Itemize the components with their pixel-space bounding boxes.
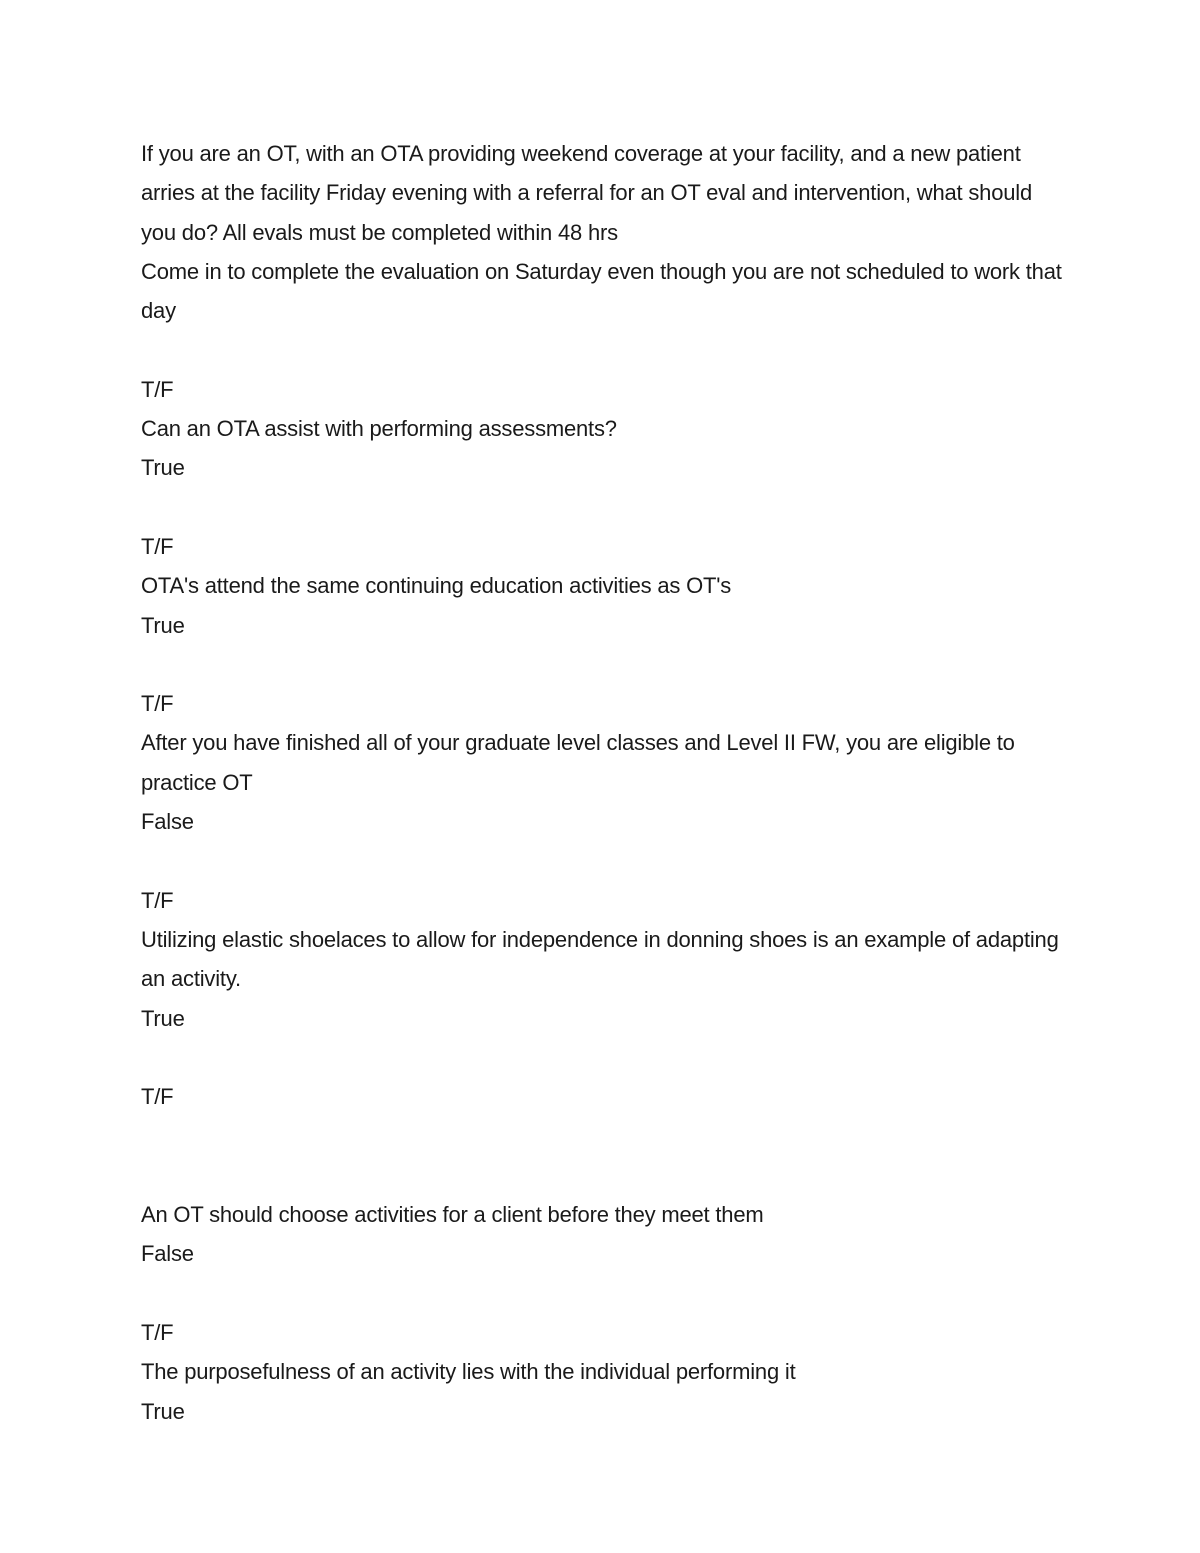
spacer: [141, 841, 1071, 880]
card-question: Utilizing elastic shoelaces to allow for independence in donning shoes is an example of adapting an activity.: [141, 926, 1059, 992]
card-answer: True: [141, 455, 185, 481]
flashcard: [141, 370, 1071, 488]
spacer: [141, 1274, 1071, 1313]
card-answer: False: [141, 809, 194, 835]
card-answer: True: [141, 1005, 185, 1031]
card-type-label: T/F: [141, 887, 174, 913]
card-type-label: T/F: [141, 376, 174, 402]
flashcard: [141, 684, 1071, 841]
intro-question: If you are an OT, with an OTA providing weekend coverage at your facility, and a new patient arries at the facility Friday evening with a referral for an OT eval and intervention, what should you do? All evals must be completed within 48 hrs: [141, 141, 1033, 245]
spacer: [141, 1116, 1071, 1195]
flashcard: [141, 1077, 1071, 1273]
card-question: OTA's attend the same continuing education activities as OT's: [141, 573, 732, 599]
intro-answer: Come in to complete the evaluation on Saturday even though you are not scheduled to work that day: [141, 258, 1062, 324]
card-answer: False: [141, 1241, 194, 1267]
card-type-label: T/F: [141, 533, 174, 559]
card-question: After you have finished all of your graduate level classes and Level II FW, you are eligible to practice OT: [141, 730, 1015, 795]
card-type-label: T/F: [141, 1319, 174, 1345]
document-content: [141, 134, 1071, 1431]
card-question: The purposefulness of an activity lies with the individual performing it: [141, 1359, 796, 1385]
flashcard: [141, 1313, 1071, 1431]
card-question: Can an OTA assist with performing assessments?: [141, 416, 617, 442]
spacer: [141, 330, 1071, 369]
card-type-label: T/F: [141, 691, 174, 717]
flashcard: [141, 881, 1071, 1038]
card-type-label: T/F: [141, 1084, 174, 1110]
spacer: [141, 488, 1071, 527]
flashcard: [141, 527, 1071, 645]
card-question: An OT should choose activities for a client before they meet them: [141, 1202, 764, 1228]
spacer: [141, 1038, 1071, 1077]
card-answer: True: [141, 612, 185, 638]
card-answer: True: [141, 1398, 185, 1424]
spacer: [141, 645, 1071, 684]
